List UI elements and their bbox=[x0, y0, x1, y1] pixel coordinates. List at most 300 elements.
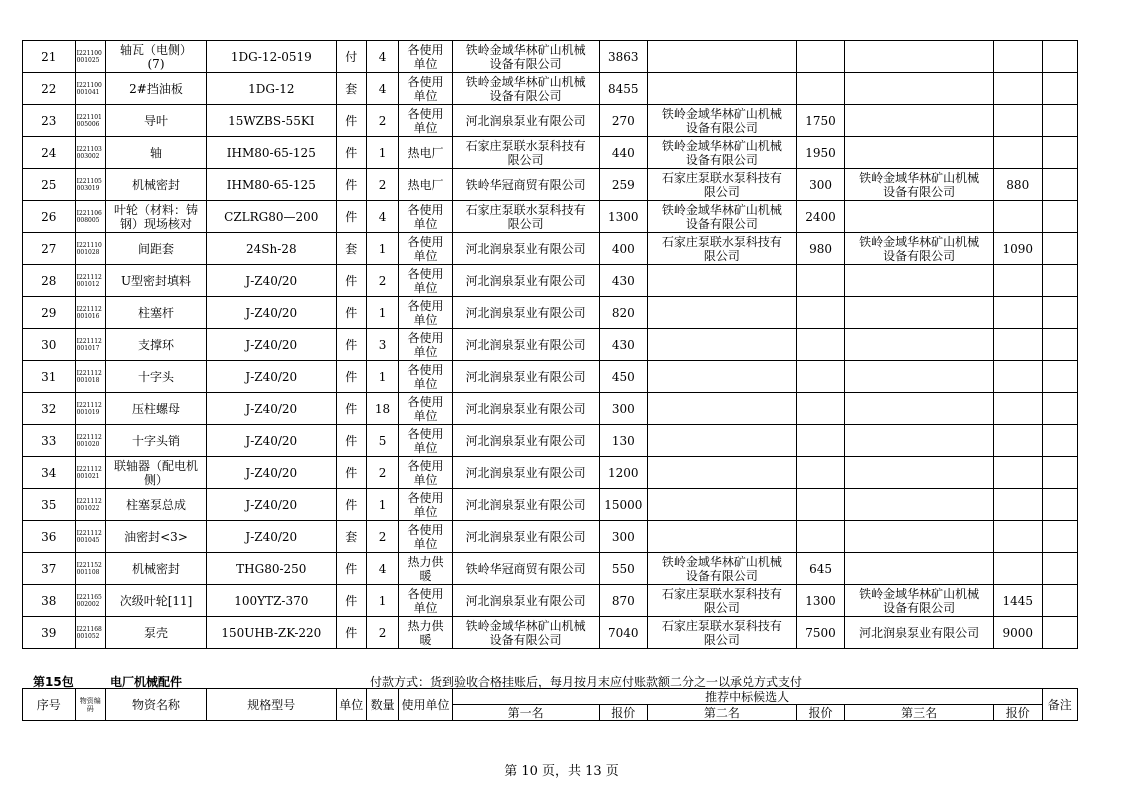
first-price: 259 bbox=[599, 169, 648, 201]
second-price: 1300 bbox=[796, 585, 845, 617]
row-number: 32 bbox=[23, 393, 76, 425]
using-unit: 各使用 单位 bbox=[399, 585, 453, 617]
first-candidate: 河北润泉泵业有限公司 bbox=[452, 265, 599, 297]
unit: 付 bbox=[336, 41, 366, 73]
quantity: 1 bbox=[366, 361, 398, 393]
third-candidate bbox=[845, 361, 994, 393]
material-code: I221112 001017 bbox=[75, 329, 105, 361]
remark bbox=[1042, 73, 1077, 105]
using-unit: 各使用 单位 bbox=[399, 41, 453, 73]
table-row bbox=[23, 233, 1078, 265]
second-candidate bbox=[648, 457, 797, 489]
third-price bbox=[993, 553, 1042, 585]
unit: 套 bbox=[336, 73, 366, 105]
second-candidate: 铁岭金域华林矿山机械 设备有限公司 bbox=[648, 553, 797, 585]
quantity: 18 bbox=[366, 393, 398, 425]
third-price bbox=[993, 73, 1042, 105]
material-code: I221110 001028 bbox=[75, 233, 105, 265]
row-number: 33 bbox=[23, 425, 76, 457]
third-price bbox=[993, 521, 1042, 553]
using-unit: 各使用 单位 bbox=[399, 265, 453, 297]
header-unit: 单位 bbox=[336, 689, 366, 721]
row-number: 36 bbox=[23, 521, 76, 553]
material-code: I221112 001018 bbox=[75, 361, 105, 393]
unit: 件 bbox=[336, 361, 366, 393]
third-price: 1445 bbox=[993, 585, 1042, 617]
unit: 套 bbox=[336, 233, 366, 265]
second-price bbox=[796, 265, 845, 297]
first-price: 870 bbox=[599, 585, 648, 617]
quantity: 1 bbox=[366, 137, 398, 169]
first-candidate: 河北润泉泵业有限公司 bbox=[452, 489, 599, 521]
third-candidate bbox=[845, 489, 994, 521]
remark bbox=[1042, 457, 1077, 489]
material-name: 叶轮（材料：铸 钢）现场核对 bbox=[105, 201, 206, 233]
table-row bbox=[23, 41, 1078, 73]
using-unit: 各使用 单位 bbox=[399, 521, 453, 553]
material-code: I221112 001020 bbox=[75, 425, 105, 457]
spec-model: 15WZBS-55KI bbox=[207, 105, 336, 137]
package-label: 第15包 bbox=[33, 675, 74, 689]
row-number: 39 bbox=[23, 617, 76, 649]
payment-terms: 付款方式：货到验收合格挂账后，每月按月末应付账款额二分之一以承兑方式支付 bbox=[370, 675, 803, 689]
quantity: 2 bbox=[366, 617, 398, 649]
second-candidate: 石家庄泵联水泵科技有 限公司 bbox=[648, 617, 797, 649]
first-candidate: 石家庄泵联水泵科技有 限公司 bbox=[452, 201, 599, 233]
second-candidate: 铁岭金域华林矿山机械 设备有限公司 bbox=[648, 137, 797, 169]
second-candidate bbox=[648, 73, 797, 105]
row-number: 34 bbox=[23, 457, 76, 489]
remark bbox=[1042, 137, 1077, 169]
materials-table bbox=[22, 40, 1078, 649]
third-price bbox=[993, 201, 1042, 233]
first-price: 3863 bbox=[599, 41, 648, 73]
material-code: I221106 008005 bbox=[75, 201, 105, 233]
material-code: I221100 001041 bbox=[75, 73, 105, 105]
material-name: 泵壳 bbox=[105, 617, 206, 649]
header-price-2: 报价 bbox=[796, 705, 845, 721]
third-candidate: 铁岭金域华林矿山机械 设备有限公司 bbox=[845, 169, 994, 201]
second-price bbox=[796, 297, 845, 329]
second-price bbox=[796, 521, 845, 553]
remark bbox=[1042, 393, 1077, 425]
second-candidate bbox=[648, 41, 797, 73]
first-candidate: 铁岭华冠商贸有限公司 bbox=[452, 169, 599, 201]
using-unit: 各使用 单位 bbox=[399, 201, 453, 233]
first-price: 430 bbox=[599, 265, 648, 297]
using-unit: 各使用 单位 bbox=[399, 233, 453, 265]
row-number: 28 bbox=[23, 265, 76, 297]
third-candidate: 铁岭金域华林矿山机械 设备有限公司 bbox=[845, 233, 994, 265]
spec-model: 100YTZ-370 bbox=[207, 585, 336, 617]
material-name: 间距套 bbox=[105, 233, 206, 265]
third-candidate bbox=[845, 457, 994, 489]
using-unit: 热电厂 bbox=[399, 169, 453, 201]
first-candidate: 河北润泉泵业有限公司 bbox=[452, 233, 599, 265]
material-code: I221112 001019 bbox=[75, 393, 105, 425]
quantity: 2 bbox=[366, 521, 398, 553]
page-footer: 第 10 页，共 13 页 bbox=[504, 764, 619, 779]
first-price: 440 bbox=[599, 137, 648, 169]
remark bbox=[1042, 489, 1077, 521]
remark bbox=[1042, 265, 1077, 297]
row-number: 37 bbox=[23, 553, 76, 585]
table-row bbox=[23, 617, 1078, 649]
second-price bbox=[796, 489, 845, 521]
second-candidate bbox=[648, 265, 797, 297]
table-row bbox=[23, 393, 1078, 425]
unit: 件 bbox=[336, 329, 366, 361]
first-price: 8455 bbox=[599, 73, 648, 105]
material-code: I221112 001021 bbox=[75, 457, 105, 489]
row-number: 25 bbox=[23, 169, 76, 201]
third-price bbox=[993, 329, 1042, 361]
second-price: 1950 bbox=[796, 137, 845, 169]
row-number: 22 bbox=[23, 73, 76, 105]
first-candidate: 河北润泉泵业有限公司 bbox=[452, 585, 599, 617]
material-code: I221112 001022 bbox=[75, 489, 105, 521]
third-candidate bbox=[845, 201, 994, 233]
spec-model: IHM80-65-125 bbox=[207, 137, 336, 169]
unit: 件 bbox=[336, 425, 366, 457]
first-candidate: 河北润泉泵业有限公司 bbox=[452, 297, 599, 329]
header-spec: 规格型号 bbox=[207, 689, 336, 721]
table-row bbox=[23, 297, 1078, 329]
third-candidate bbox=[845, 393, 994, 425]
third-candidate bbox=[845, 297, 994, 329]
table-row bbox=[23, 329, 1078, 361]
unit: 件 bbox=[336, 489, 366, 521]
row-number: 31 bbox=[23, 361, 76, 393]
second-price: 645 bbox=[796, 553, 845, 585]
third-price bbox=[993, 489, 1042, 521]
material-name: 柱塞杆 bbox=[105, 297, 206, 329]
first-candidate: 河北润泉泵业有限公司 bbox=[452, 329, 599, 361]
third-price bbox=[993, 41, 1042, 73]
third-price bbox=[993, 393, 1042, 425]
material-code: I221152 001108 bbox=[75, 553, 105, 585]
spec-model: THG80-250 bbox=[207, 553, 336, 585]
unit: 件 bbox=[336, 201, 366, 233]
second-price: 980 bbox=[796, 233, 845, 265]
row-number: 26 bbox=[23, 201, 76, 233]
second-candidate bbox=[648, 361, 797, 393]
quantity: 1 bbox=[366, 585, 398, 617]
spec-model: J-Z40/20 bbox=[207, 329, 336, 361]
row-number: 23 bbox=[23, 105, 76, 137]
unit: 件 bbox=[336, 265, 366, 297]
first-candidate: 铁岭金域华林矿山机械 设备有限公司 bbox=[452, 73, 599, 105]
quantity: 2 bbox=[366, 169, 398, 201]
header-price-3: 报价 bbox=[993, 705, 1042, 721]
quantity: 2 bbox=[366, 105, 398, 137]
second-price: 7500 bbox=[796, 617, 845, 649]
material-name: 2#挡油板 bbox=[105, 73, 206, 105]
spec-model: J-Z40/20 bbox=[207, 457, 336, 489]
quantity: 5 bbox=[366, 425, 398, 457]
table-row bbox=[23, 137, 1078, 169]
material-name: 柱塞泵总成 bbox=[105, 489, 206, 521]
header-note: 备注 bbox=[1042, 689, 1077, 721]
quantity: 1 bbox=[366, 233, 398, 265]
second-candidate bbox=[648, 393, 797, 425]
first-price: 300 bbox=[599, 521, 648, 553]
third-price bbox=[993, 361, 1042, 393]
header-price-1: 报价 bbox=[599, 705, 648, 721]
material-name: 支撑环 bbox=[105, 329, 206, 361]
header-second: 第二名 bbox=[648, 705, 797, 721]
third-candidate bbox=[845, 265, 994, 297]
header-name: 物资名称 bbox=[105, 689, 206, 721]
third-candidate: 河北润泉泵业有限公司 bbox=[845, 617, 994, 649]
unit: 件 bbox=[336, 393, 366, 425]
third-price bbox=[993, 105, 1042, 137]
header-user: 使用单位 bbox=[399, 689, 453, 721]
using-unit: 各使用 单位 bbox=[399, 297, 453, 329]
first-candidate: 河北润泉泵业有限公司 bbox=[452, 105, 599, 137]
material-name: 十字头 bbox=[105, 361, 206, 393]
second-candidate bbox=[648, 329, 797, 361]
second-candidate bbox=[648, 521, 797, 553]
first-price: 130 bbox=[599, 425, 648, 457]
using-unit: 各使用 单位 bbox=[399, 329, 453, 361]
remark bbox=[1042, 361, 1077, 393]
unit: 件 bbox=[336, 297, 366, 329]
spec-model: 1DG-12 bbox=[207, 73, 336, 105]
material-code: I221112 001012 bbox=[75, 265, 105, 297]
material-code: I221168 001052 bbox=[75, 617, 105, 649]
third-candidate bbox=[845, 425, 994, 457]
row-number: 24 bbox=[23, 137, 76, 169]
unit: 件 bbox=[336, 137, 366, 169]
third-price: 880 bbox=[993, 169, 1042, 201]
second-candidate: 石家庄泵联水泵科技有 限公司 bbox=[648, 233, 797, 265]
material-name: 十字头销 bbox=[105, 425, 206, 457]
material-name: 轴瓦（电侧） (7) bbox=[105, 41, 206, 73]
second-price: 1750 bbox=[796, 105, 845, 137]
table-row bbox=[23, 169, 1078, 201]
material-code: I221112 001045 bbox=[75, 521, 105, 553]
first-price: 1300 bbox=[599, 201, 648, 233]
table-row bbox=[23, 553, 1078, 585]
third-candidate: 铁岭金域华林矿山机械 设备有限公司 bbox=[845, 585, 994, 617]
quantity: 4 bbox=[366, 41, 398, 73]
first-price: 820 bbox=[599, 297, 648, 329]
row-number: 29 bbox=[23, 297, 76, 329]
using-unit: 各使用 单位 bbox=[399, 361, 453, 393]
material-code: I221103 003002 bbox=[75, 137, 105, 169]
material-name: 压柱螺母 bbox=[105, 393, 206, 425]
spec-model: J-Z40/20 bbox=[207, 489, 336, 521]
using-unit: 各使用 单位 bbox=[399, 425, 453, 457]
first-price: 430 bbox=[599, 329, 648, 361]
package-header-table bbox=[22, 688, 1078, 721]
remark bbox=[1042, 41, 1077, 73]
table-row bbox=[23, 105, 1078, 137]
material-name: 机械密封 bbox=[105, 553, 206, 585]
quantity: 4 bbox=[366, 201, 398, 233]
first-price: 7040 bbox=[599, 617, 648, 649]
header-qty: 数量 bbox=[366, 689, 398, 721]
header-code: 物资编码 bbox=[75, 689, 105, 721]
using-unit: 各使用 单位 bbox=[399, 457, 453, 489]
first-candidate: 铁岭金域华林矿山机械 设备有限公司 bbox=[452, 617, 599, 649]
using-unit: 热力供 暖 bbox=[399, 617, 453, 649]
quantity: 1 bbox=[366, 297, 398, 329]
first-candidate: 铁岭金域华林矿山机械 设备有限公司 bbox=[452, 41, 599, 73]
using-unit: 各使用 单位 bbox=[399, 489, 453, 521]
material-name: 导叶 bbox=[105, 105, 206, 137]
table-row bbox=[23, 425, 1078, 457]
material-code: I221105 003019 bbox=[75, 169, 105, 201]
second-candidate: 石家庄泵联水泵科技有 限公司 bbox=[648, 169, 797, 201]
row-number: 30 bbox=[23, 329, 76, 361]
quantity: 2 bbox=[366, 265, 398, 297]
header-third: 第三名 bbox=[845, 705, 994, 721]
unit: 件 bbox=[336, 105, 366, 137]
unit: 套 bbox=[336, 521, 366, 553]
first-price: 1200 bbox=[599, 457, 648, 489]
header-recommend: 推荐中标候选人 bbox=[452, 689, 1042, 705]
remark bbox=[1042, 585, 1077, 617]
third-candidate bbox=[845, 41, 994, 73]
third-price: 9000 bbox=[993, 617, 1042, 649]
quantity: 4 bbox=[366, 553, 398, 585]
header-no: 序号 bbox=[23, 689, 76, 721]
spec-model: J-Z40/20 bbox=[207, 425, 336, 457]
row-number: 35 bbox=[23, 489, 76, 521]
using-unit: 各使用 单位 bbox=[399, 73, 453, 105]
first-candidate: 铁岭华冠商贸有限公司 bbox=[452, 553, 599, 585]
second-candidate bbox=[648, 297, 797, 329]
third-price bbox=[993, 137, 1042, 169]
third-price bbox=[993, 297, 1042, 329]
third-price bbox=[993, 457, 1042, 489]
quantity: 2 bbox=[366, 457, 398, 489]
package-name: 电厂机械配件 bbox=[110, 675, 183, 689]
third-candidate bbox=[845, 329, 994, 361]
first-candidate: 河北润泉泵业有限公司 bbox=[452, 361, 599, 393]
unit: 件 bbox=[336, 457, 366, 489]
first-price: 15000 bbox=[599, 489, 648, 521]
third-candidate bbox=[845, 105, 994, 137]
table-row bbox=[23, 361, 1078, 393]
third-price bbox=[993, 425, 1042, 457]
using-unit: 各使用 单位 bbox=[399, 393, 453, 425]
row-number: 21 bbox=[23, 41, 76, 73]
unit: 件 bbox=[336, 169, 366, 201]
remark bbox=[1042, 521, 1077, 553]
spec-model: J-Z40/20 bbox=[207, 521, 336, 553]
table-row bbox=[23, 457, 1078, 489]
remark bbox=[1042, 553, 1077, 585]
material-name: 联轴器（配电机 侧） bbox=[105, 457, 206, 489]
table-row bbox=[23, 201, 1078, 233]
spec-model: 150UHB-ZK-220 bbox=[207, 617, 336, 649]
spec-model: J-Z40/20 bbox=[207, 361, 336, 393]
quantity: 4 bbox=[366, 73, 398, 105]
first-price: 400 bbox=[599, 233, 648, 265]
second-price bbox=[796, 329, 845, 361]
second-price: 300 bbox=[796, 169, 845, 201]
spec-model: J-Z40/20 bbox=[207, 393, 336, 425]
material-code: I221112 001016 bbox=[75, 297, 105, 329]
table-row bbox=[23, 585, 1078, 617]
first-candidate: 河北润泉泵业有限公司 bbox=[452, 457, 599, 489]
material-code: I221165 002002 bbox=[75, 585, 105, 617]
third-candidate bbox=[845, 553, 994, 585]
third-price: 1090 bbox=[993, 233, 1042, 265]
second-price bbox=[796, 361, 845, 393]
remark bbox=[1042, 201, 1077, 233]
second-price bbox=[796, 41, 845, 73]
using-unit: 热力供 暖 bbox=[399, 553, 453, 585]
material-name: 轴 bbox=[105, 137, 206, 169]
table-row bbox=[23, 489, 1078, 521]
remark bbox=[1042, 105, 1077, 137]
third-candidate bbox=[845, 137, 994, 169]
third-candidate bbox=[845, 521, 994, 553]
row-number: 27 bbox=[23, 233, 76, 265]
second-price bbox=[796, 73, 845, 105]
unit: 件 bbox=[336, 617, 366, 649]
material-name: 次级叶轮[11] bbox=[105, 585, 206, 617]
second-candidate: 铁岭金域华林矿山机械 设备有限公司 bbox=[648, 201, 797, 233]
first-candidate: 石家庄泵联水泵科技有 限公司 bbox=[452, 137, 599, 169]
first-price: 270 bbox=[599, 105, 648, 137]
material-code: I221100 001025 bbox=[75, 41, 105, 73]
spec-model: J-Z40/20 bbox=[207, 265, 336, 297]
first-price: 450 bbox=[599, 361, 648, 393]
remark bbox=[1042, 617, 1077, 649]
first-candidate: 河北润泉泵业有限公司 bbox=[452, 521, 599, 553]
material-name: U型密封填料 bbox=[105, 265, 206, 297]
using-unit: 热电厂 bbox=[399, 137, 453, 169]
remark bbox=[1042, 425, 1077, 457]
using-unit: 各使用 单位 bbox=[399, 105, 453, 137]
first-candidate: 河北润泉泵业有限公司 bbox=[452, 425, 599, 457]
spec-model: 1DG-12-0519 bbox=[207, 41, 336, 73]
second-candidate: 石家庄泵联水泵科技有 限公司 bbox=[648, 585, 797, 617]
second-price bbox=[796, 425, 845, 457]
row-number: 38 bbox=[23, 585, 76, 617]
spec-model: IHM80-65-125 bbox=[207, 169, 336, 201]
remark bbox=[1042, 329, 1077, 361]
second-price bbox=[796, 457, 845, 489]
unit: 件 bbox=[336, 585, 366, 617]
second-price bbox=[796, 393, 845, 425]
second-candidate bbox=[648, 489, 797, 521]
third-price bbox=[993, 265, 1042, 297]
header-first: 第一名 bbox=[452, 705, 599, 721]
spec-model: 24Sh-28 bbox=[207, 233, 336, 265]
remark bbox=[1042, 233, 1077, 265]
second-candidate bbox=[648, 425, 797, 457]
spec-model: CZLRG80—200 bbox=[207, 201, 336, 233]
first-price: 300 bbox=[599, 393, 648, 425]
second-candidate: 铁岭金域华林矿山机械 设备有限公司 bbox=[648, 105, 797, 137]
material-name: 机械密封 bbox=[105, 169, 206, 201]
unit: 件 bbox=[336, 553, 366, 585]
spec-model: J-Z40/20 bbox=[207, 297, 336, 329]
table-row bbox=[23, 521, 1078, 553]
material-code: I221101 005006 bbox=[75, 105, 105, 137]
first-candidate: 河北润泉泵业有限公司 bbox=[452, 393, 599, 425]
material-name: 油密封<3> bbox=[105, 521, 206, 553]
second-price: 2400 bbox=[796, 201, 845, 233]
first-price: 550 bbox=[599, 553, 648, 585]
remark bbox=[1042, 169, 1077, 201]
